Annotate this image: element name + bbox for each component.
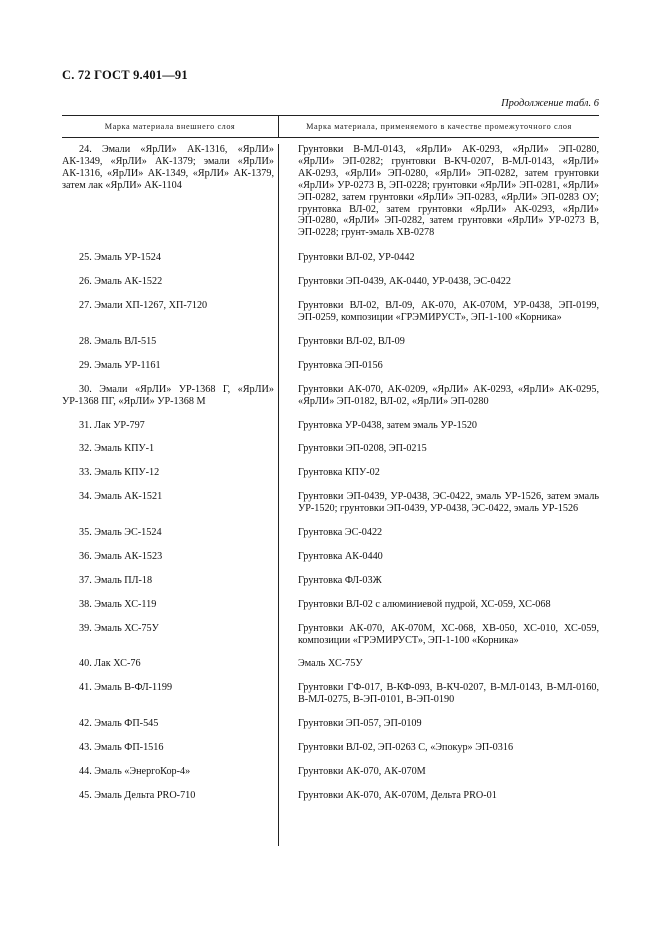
- intermediate-layer-cell: Грунтовки ВЛ-02, ВЛ-09, АК-070, АК-070М, УР-0438, ЭП-0199, ЭП-0259, композиции «ГРЭМИРУСТ», ЭП-1-100 «Корника»: [298, 300, 599, 323]
- intermediate-layer-cell: Грунтовки ГФ-017, В-КФ-093, В-КЧ-0207, В-МЛ-0143, В-МЛ-0160, В-МЛ-0275, В-ЭП-0101, В-ЭП-0190: [298, 682, 599, 706]
- intermediate-layer-cell: Грунтовка ЭП-0156: [298, 359, 383, 371]
- table-row: [62, 336, 599, 348]
- outer-layer-cell: 34. Эмаль АК-1521: [79, 491, 163, 503]
- page-header: С. 72 ГОСТ 9.401—91: [62, 68, 188, 82]
- outer-layer-cell: 33. Эмаль КПУ-12: [79, 467, 160, 479]
- outer-layer-cell: 32. Эмаль КПУ-1: [79, 443, 155, 455]
- table-row: [62, 252, 599, 264]
- outer-layer-cell: 35. Эмаль ЭС-1524: [79, 527, 162, 539]
- outer-layer-cell: 27. Эмали ХП-1267, ХП-7120: [79, 300, 208, 312]
- table-row: [62, 420, 599, 432]
- intermediate-layer-cell: Грунтовки ВЛ-02, ВЛ-09: [298, 335, 405, 347]
- table-row: [62, 551, 599, 563]
- table-header: [62, 116, 599, 137]
- table-row: [62, 467, 599, 479]
- column-header-intermediate-layer: Марка материала, применяемого в качестве промежуточного слоя: [306, 122, 572, 131]
- table-row: [62, 384, 599, 408]
- table-header-rule: [62, 137, 599, 138]
- materials-table: [62, 115, 599, 802]
- outer-layer-cell: 29. Эмаль УР-1161: [79, 359, 161, 371]
- table-body: [62, 144, 599, 802]
- intermediate-layer-cell: Грунтовка ЭС-0422: [298, 527, 383, 539]
- outer-layer-cell: 43. Эмаль ФП-1516: [79, 742, 164, 754]
- table-row: [62, 718, 599, 730]
- table-row: [62, 790, 599, 802]
- intermediate-layer-cell: Грунтовки ВЛ-02, УР-0442: [298, 252, 415, 264]
- intermediate-layer-cell: Грунтовки АК-070, АК-070М: [298, 766, 426, 777]
- table-row: [62, 575, 599, 587]
- outer-layer-cell: 40. Лак ХС-76: [79, 658, 141, 670]
- outer-layer-cell: 39. Эмаль ХС-75У: [79, 622, 159, 634]
- intermediate-layer-cell: Грунтовки АК-070, АК-0209, «ЯрЛИ» АК-0293, «ЯрЛИ» АК-0295, «ЯрЛИ» ЭП-0182, ВЛ-02, «ЯрЛИ» ЭП-0280: [298, 383, 599, 407]
- outer-layer-cell: 45. Эмаль Дельта PRO-710: [79, 789, 196, 801]
- outer-layer-cell: 30. Эмали «ЯрЛИ» УР-1368 Г, «ЯрЛИ» УР-1368 ПГ, «ЯрЛИ» УР-1368 М: [62, 383, 274, 407]
- intermediate-layer-cell: Грунтовки АК-070, АК-070М, Дельта PRO-01: [298, 789, 497, 801]
- intermediate-layer-cell: Грунтовки АК-070, АК-070М, ХС-068, ХВ-050, ХС-010, ХС-059, композиции «ГРЭМИРУСТ», ЭП-1-100 «Корника»: [298, 622, 599, 646]
- intermediate-layer-cell: Грунтовки ВЛ-02, ЭП-0263 С, «Эпокур» ЭП-0316: [298, 742, 514, 754]
- table-row: [62, 276, 599, 288]
- intermediate-layer-cell: Грунтовка ФЛ-03Ж: [298, 574, 382, 586]
- table-row: [62, 527, 599, 539]
- outer-layer-cell: 42. Эмаль ФП-545: [79, 718, 159, 730]
- outer-layer-cell: 44. Эмаль «ЭнергоКор-4»: [79, 766, 191, 777]
- table-row: [62, 360, 599, 372]
- outer-layer-cell: 38. Эмаль ХС-119: [79, 598, 157, 610]
- table-row: [62, 491, 599, 515]
- table-row: [62, 623, 599, 647]
- intermediate-layer-cell: Грунтовки ВЛ-02 с алюминиевой пудрой, ХС-059, ХС-068: [298, 598, 551, 610]
- column-header-outer-layer: Марка материала внешнего слоя: [62, 116, 279, 137]
- table-row: [62, 766, 599, 778]
- outer-layer-cell: 28. Эмаль ВЛ-515: [79, 335, 157, 347]
- intermediate-layer-cell: Грунтовки ЭП-0439, АК-0440, УР-0438, ЭС-0422: [298, 276, 511, 288]
- intermediate-layer-cell: Грунтовки ЭП-0208, ЭП-0215: [298, 443, 427, 455]
- intermediate-layer-cell: Грунтовка КПУ-02: [298, 467, 380, 479]
- intermediate-layer-cell: Грунтовки ЭП-057, ЭП-0109: [298, 718, 422, 730]
- outer-layer-cell: 41. Эмаль В-ФЛ-1199: [79, 682, 173, 694]
- table-row: [62, 682, 599, 706]
- table-continuation-note: Продолжение табл. 6: [501, 98, 599, 109]
- table-row: [62, 658, 599, 670]
- table-row: [62, 144, 599, 239]
- outer-layer-cell: 24. Эмали «ЯрЛИ» АК-1316, «ЯрЛИ» АК-1349, «ЯрЛИ» АК-1379; эмали «ЯрЛИ» АК-1316, «ЯрЛИ» АК-1349, «ЯрЛИ» АК-1379, затем лак «ЯрЛИ» АК-1104: [62, 144, 274, 191]
- intermediate-layer-cell: Грунтовки ЭП-0439, УР-0438, ЭС-0422, эмаль УР-1526, затем эмаль УР-1520; грунтовки ЭП-0439, УР-0438, ЭС-0422, эмаль УР-1526: [298, 491, 599, 515]
- table-row: [62, 300, 599, 324]
- intermediate-layer-cell: Грунтовка УР-0438, затем эмаль УР-1520: [298, 419, 478, 431]
- intermediate-layer-cell: Грунтовки В-МЛ-0143, «ЯрЛИ» АК-0293, «ЯрЛИ» ЭП-0280, «ЯрЛИ» ЭП-0282; грунтовки В-КЧ-0207, В-МЛ-0143, «ЯрЛИ» АК-0293, «ЯрЛИ» ЭП-0280, «ЯрЛИ» ЭП-0282, затем грунтовки «ЯрЛИ» УР-0273 В, ЭП-0228; грунтовки «ЯрЛИ» ЭП-0281, «ЯрЛИ» ЭП-0282, затем грунтовки «ЯрЛИ» ЭП-0283, «ЯрЛИ» ЭП-0283 ОУ; грунтовка ВЛ-02, затем грунтовки «ЯрЛИ» АК-0293, «ЯрЛИ» ЭП-0280, «ЯрЛИ» ЭП-0282, затем грунтовки «ЯрЛИ» УР-0273 В, ЭП-0228; грунт-эмаль ХВ-0278: [298, 144, 599, 239]
- table-row: [62, 443, 599, 455]
- table-row: [62, 599, 599, 611]
- table-row: [62, 742, 599, 754]
- intermediate-layer-cell: Грунтовка АК-0440: [298, 550, 383, 562]
- outer-layer-cell: 26. Эмаль АК-1522: [79, 276, 163, 288]
- outer-layer-cell: 37. Эмаль ПЛ-18: [79, 574, 153, 586]
- outer-layer-cell: 31. Лак УР-797: [79, 419, 145, 431]
- outer-layer-cell: 25. Эмаль УР-1524: [79, 252, 161, 264]
- intermediate-layer-cell: Эмаль ХС-75У: [298, 658, 363, 670]
- outer-layer-cell: 36. Эмаль АК-1523: [79, 550, 163, 562]
